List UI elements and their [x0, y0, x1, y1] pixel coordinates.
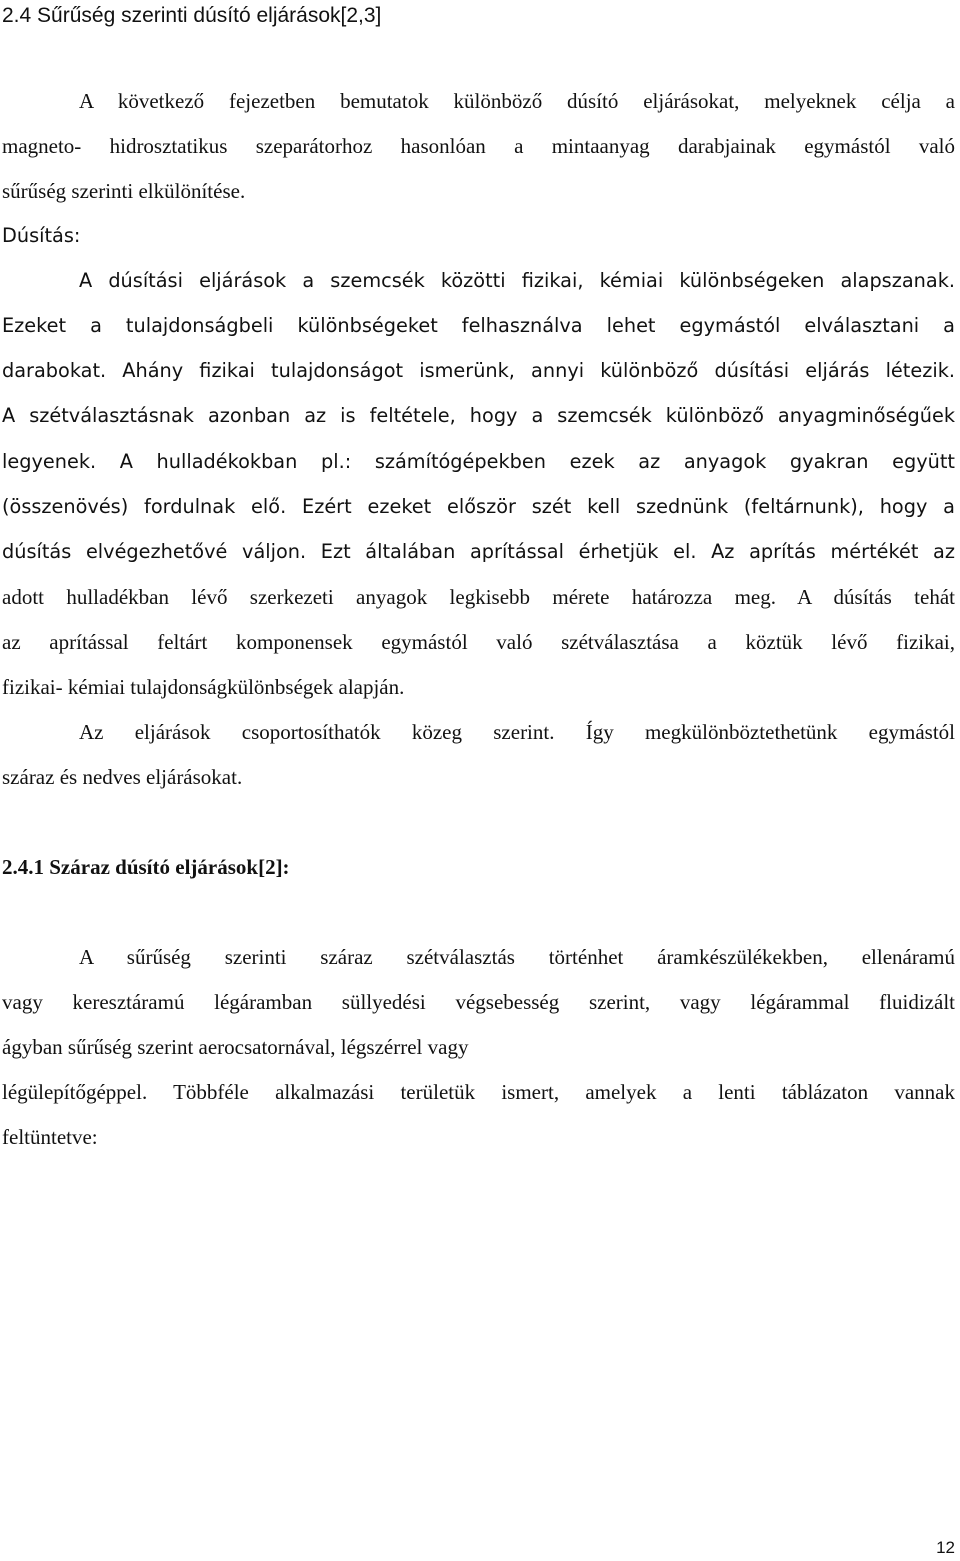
subsection-heading: 2.4.1 Száraz dúsító eljárások[2]:	[2, 855, 290, 879]
body-line: legyenek. A hulladékokban pl.: számítógépekben ezek az anyagok gyakran együtt	[2, 450, 955, 473]
intro-line: A következő fejezetben bemutatok különböző dúsító eljárásokat, melyeknek célja a	[79, 89, 955, 113]
intro-line: sűrűség szerinti elkülönítése.	[2, 179, 246, 203]
dry-line: A sűrűség szerinti száraz szétválasztás történhet áramkészülékekben, ellenáramú	[79, 945, 955, 969]
grouping-line: száraz és nedves eljárásokat.	[2, 765, 243, 789]
page-number: 12	[936, 1538, 955, 1557]
dusitas-label: Dúsítás:	[2, 224, 81, 247]
dry-line: vagy keresztáramú légáramban süllyedési végsebesség szerint, vagy légárammal fluidizált	[2, 990, 955, 1014]
body-line: az aprítással feltárt komponensek egymástól való szétválasztása a köztük lévő fizikai,	[2, 630, 955, 654]
body-line: darabokat. Ahány fizikai tulajdonságot ismerünk, annyi különböző dúsítási eljárás létezik.	[2, 359, 955, 382]
body-line: A szétválasztásnak azonban az is feltétele, hogy a szemcsék különböző anyagminőségűek	[2, 404, 955, 427]
dry-line: ágyban sűrűség szerint aerocsatornával, légszérrel vagy	[2, 1035, 469, 1059]
grouping-line: Az eljárások csoportosíthatók közeg szerint. Így megkülönböztethetünk egymástól	[79, 720, 955, 744]
body-line: fizikai- kémiai tulajdonságkülönbségek alapján.	[2, 675, 405, 699]
body-line: (összenövés) fordulnak elő. Ezért ezeket először szét kell szednünk (feltárnunk), hogy a	[2, 495, 955, 518]
intro-line: magneto- hidrosztatikus szeparátorhoz hasonlóan a mintaanyag darabjainak egymástól való	[2, 134, 955, 158]
body-line: adott hulladékban lévő szerkezeti anyagok legkisebb mérete határozza meg. A dúsítás tehát	[2, 585, 955, 609]
section-heading: 2.4 Sűrűség szerinti dúsító eljárások[2,3]	[2, 4, 382, 27]
body-line: dúsítás elvégezhetővé váljon. Ezt általában aprítással érhetjük el. Az aprítás mértékét az	[2, 540, 955, 563]
dry-line: feltüntetve:	[2, 1125, 98, 1149]
body-line: A dúsítási eljárások a szemcsék közötti fizikai, kémiai különbségeken alapszanak.	[79, 269, 955, 292]
body-line: Ezeket a tulajdonságbeli különbségeket felhasználva lehet egymástól elválasztani a	[2, 314, 955, 337]
dry-line: légülepítőgéppel. Többféle alkalmazási területük ismert, amelyek a lenti táblázaton vannak	[2, 1080, 955, 1104]
